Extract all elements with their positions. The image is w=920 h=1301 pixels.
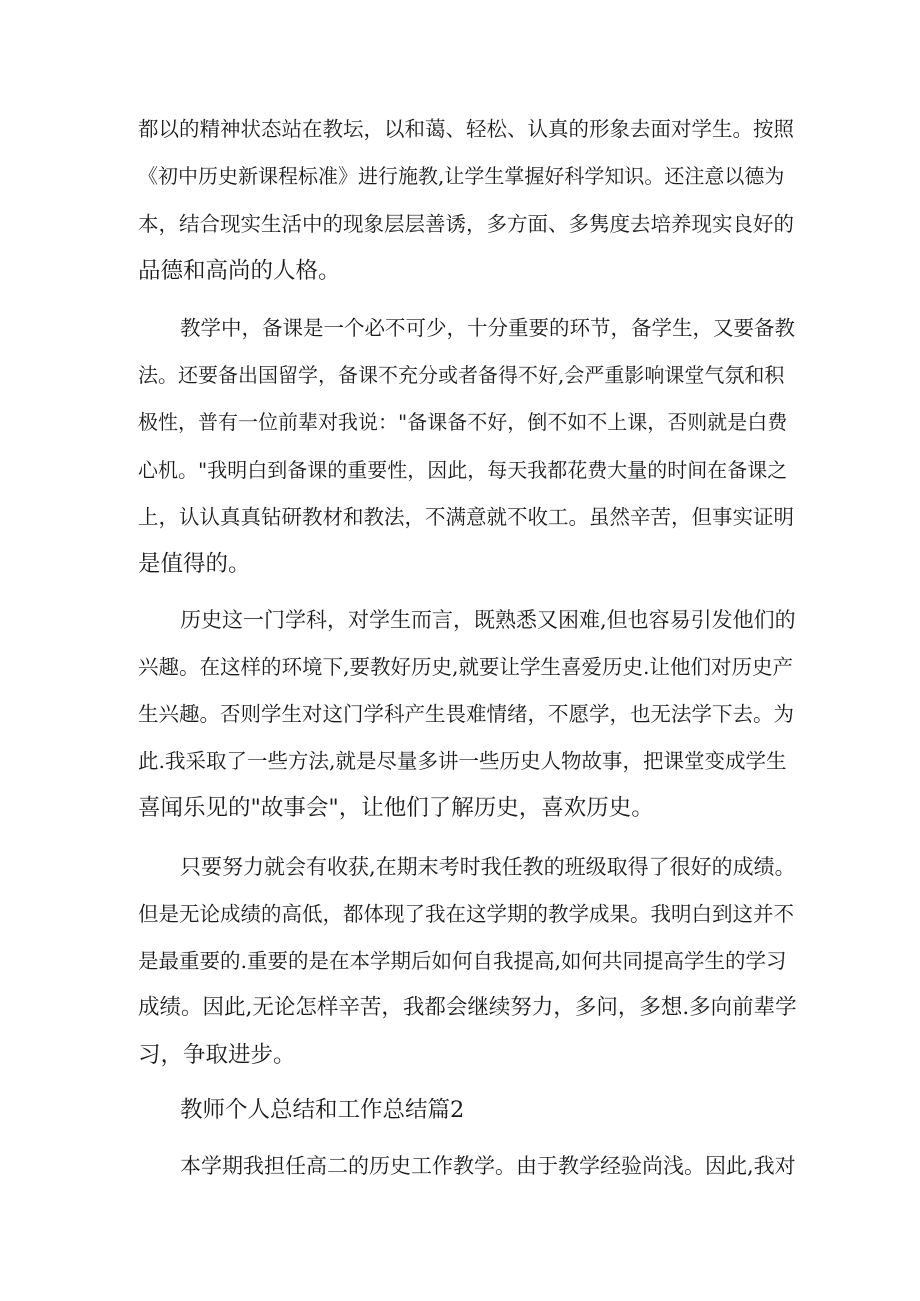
paragraph-2-line-3: 极性，普有一位前辈对我说："备课备不好，倒不如不上课，否则就是白费 xyxy=(138,410,788,434)
paragraph-1-line-1: 都以的精神状态站在教坛，以和蔼、轻松、认真的形象去面对学生。按照 xyxy=(138,117,794,141)
paragraph-3-line-4: 此.我采取了一些方法,就是尽量多讲一些历史人物故事，把课堂变成学生 xyxy=(138,749,787,773)
paragraph-3-line-3: 生兴趣。否则学生对这门学科产生畏难情绪，不愿学，也无法学下去。为 xyxy=(138,702,794,726)
paragraph-4-line-4: 成绩。因此,无论怎样辛苦，我都会继续努力，多问，多想.多向前辈学 xyxy=(138,995,797,1020)
paragraph-2-line-1: 教学中，备课是一个必不可少，十分重要的环节，备学生，又要备教 xyxy=(180,316,795,340)
paragraph-4-line-3: 是最重要的.重要的是在本学期后如何自我提高,如何共同提高学生的学习 xyxy=(138,949,787,973)
paragraph-2-line-4: 心机。"我明白到备课的重要性，因此，每天我都花费大量的时间在备课之 xyxy=(138,458,788,482)
paragraph-4-line-2: 但是无论成绩的高低，都体现了我在这学期的教学成果。我明白到这并不 xyxy=(138,902,794,926)
paragraph-3-line-2: 兴趣。在这样的环境下,要教好历史,就要让学生喜爱历史.让他们对历史产 xyxy=(138,655,794,679)
paragraph-1-line-4: 品德和高尚的人格。 xyxy=(138,258,341,284)
paragraph-4-line-5: 习，争取进步。 xyxy=(138,1042,296,1068)
paragraph-4-line-1: 只要努力就会有收获,在期末考时我任教的班级取得了很好的成绩。 xyxy=(180,855,796,879)
paragraph-5-line-1: 本学期我担任高二的历史工作教学。由于教学经验尚浅。因此,我对 xyxy=(180,1154,796,1178)
paragraph-2-line-5: 上，认认真真钻研教材和教法，不满意就不收工。虽然辛苦，但事实证明 xyxy=(138,505,794,529)
section-heading: 教师个人总结和工作总结篇2 xyxy=(180,1097,465,1123)
paragraph-3-line-1: 历史这一门学科，对学生而言，既熟悉又困难,但也容易引发他们的 xyxy=(180,608,796,632)
paragraph-3-line-5: 喜闻乐见的"故事会"，让他们了解历史，喜欢历史。 xyxy=(138,795,654,821)
paragraph-1-line-3: 本，结合现实生活中的现象层层善诱，多方面、多隽度去培养现实良好的 xyxy=(138,212,794,236)
paragraph-2-line-6: 是值得的。 xyxy=(138,551,251,577)
paragraph-2-line-2: 法。还要备出国留学，备课不充分或者备得不好,会严重影响课堂气氛和积 xyxy=(138,363,785,387)
paragraph-1-line-2: 《初中历史新课程标准》进行施教,让学生掌握好科学知识。还注意以德为 xyxy=(138,164,785,188)
